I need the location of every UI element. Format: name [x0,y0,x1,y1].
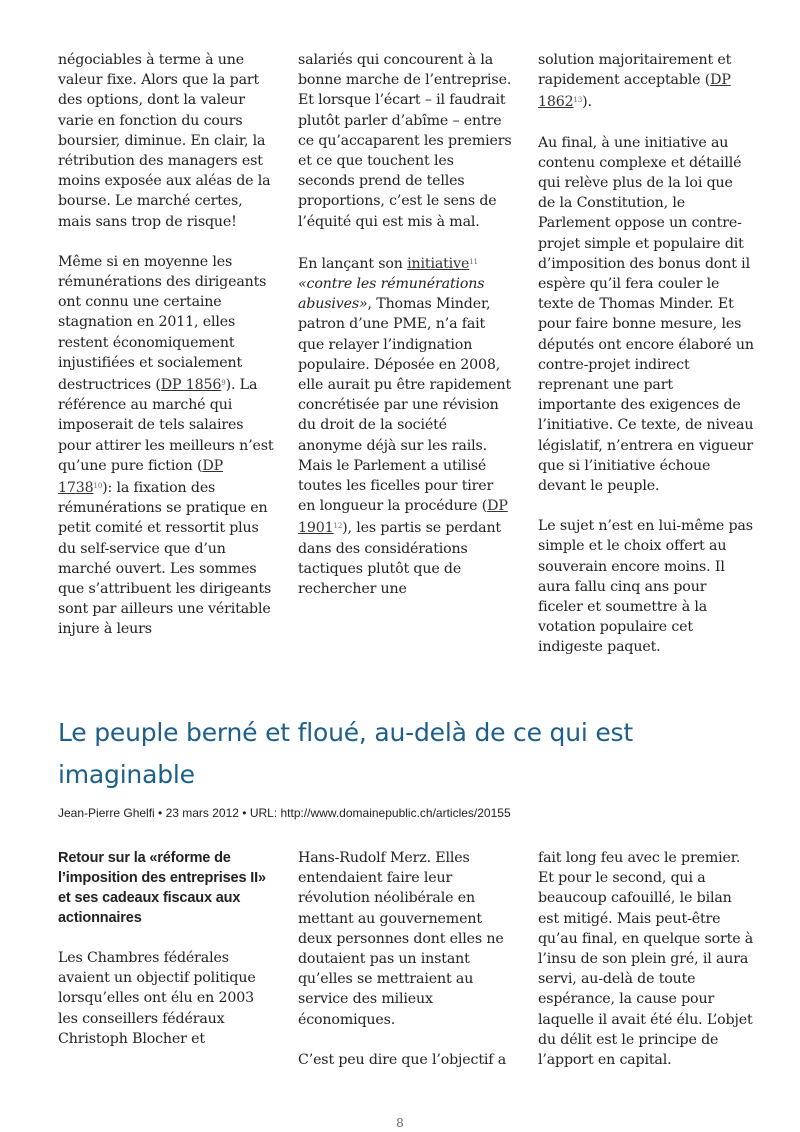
dp-1901-link[interactable]: DP 1901 [298,498,508,537]
article-column-1 [58,848,274,1069]
text-run: ), les partis se perdant dans des considérations tactiques plutôt que de rechercher une [298,520,501,598]
footnote-marker: 13 [573,96,583,105]
paragraph [58,252,274,640]
dp-1862-link[interactable]: DP 1862 [538,72,731,111]
text-run: , Thomas Minder, patron d’une PME, n’a fait que relayer l’indignation populaire. Déposée en 2008, elle aurait pu être rapidement concrétisée par une révision du droit de la société anonyme déjà sur les rails. Mais le Parlement a utilisé toutes les ficelles pour tirer en longueur la procédure ( [298,296,512,515]
paragraph: salariés qui concourent à la bonne marche de l’entreprise. Et lorsque l’écart – il faudrait plutôt parler d’abîme – entre ce qu’accaparent les premiers et ce que touchent les seconds prend de telles proportions, c’est le sens de l’équité qui est mis à mal. [298,52,512,230]
text-run: En lançant son [298,255,408,272]
paragraph: fait long feu avec le premier. Et pour le second, qui a beaucoup cafouillé, le bilan est mitigé. Mais peut-être qu’au final, en quelque sorte à l’insu de son plein gré, il aura servi, au-delà de toute espérance, la cause pour laquelle il avait été élu. L’objet du délit est le principe de l’apport en capital. [538,850,754,1069]
paragraph [298,252,514,599]
footnote-marker: 12 [333,522,343,531]
dp-1738-link[interactable]: DP 1738 [58,457,223,497]
article-column-3 [538,848,754,1090]
paragraph: C’est peu dire que l’objectif a [298,1051,507,1068]
article-byline: Jean-Pierre Ghelfi • 23 mars 2012 • URL: http://www.domainepublic.ch/articles/20155 [58,806,511,820]
initiative-link[interactable]: initiative [407,255,470,272]
article-subheading: Retour sur la «réforme de l’imposition des entreprises II» et ses cadeaux fiscaux aux actionnaires [58,850,266,926]
text-run: ): la fixation des rémunérations se pratique en petit comité et ressortit plus du self-service que d’un marché ouvert. Les sommes que s’attribuent les dirigeants sont par ailleurs une véritable injure à leurs [58,480,272,638]
paragraph: négociables à terme à une valeur fixe. Alors que la part des options, dont la valeur varie en fonction du cours boursier, diminue. En clair, la rétribution des managers est moins exposée aux aléas de la bourse. Le marché certes, mais sans trop de risque! [58,52,271,230]
paragraph: Au final, à une initiative au contenu complexe et détaillé qui relève plus de la loi que de la Constitution, le Parlement oppose un contre-projet simple et populaire dit d’imposition des bonus dont il espère qu’il fera couler le texte de Thomas Minder. Et pour faire bonne mesure, les députés ont encore élaboré un contre-projet indirect reprenant une part importante des exigences de l’initiative. Ce texte, de niveau législatif, n’entrera en vigueur que si l’initiative échoue devant le peuple. [538,134,754,495]
initiative-title: «contre les rémunérations abusives» [298,276,485,313]
paragraph: Les Chambres fédérales avaient un objectif politique lorsqu’elles ont élu en 2003 les conseillers fédéraux Christoph Blocher et [58,950,256,1047]
text-run: solution majoritairement et rapidement acceptable ( [538,52,732,89]
text-run: ). [582,94,592,111]
upper-column-2 [298,50,514,619]
dp-1856-link[interactable]: DP 1856 [160,377,222,394]
footnote-marker: 9 [221,379,226,388]
text-run: Même si en moyenne les rémunérations des dirigeants ont connu une certaine stagnation en 2011, elles restent économiquement injustifiées et socialement destructrices ( [58,253,267,394]
upper-column-1 [58,50,274,660]
upper-column-3 [538,50,754,678]
paragraph [538,50,754,113]
page-number: 8 [396,1116,404,1130]
text-run: ). La référence au marché qui imposerait de tels salaires pour attirer les meilleurs n’est qu’une pure fiction ( [58,377,274,474]
article-column-2 [298,848,514,1090]
paragraph: Hans-Rudolf Merz. Elles entendaient faire leur révolution néolibérale en mettant au gouvernement deux personnes dont elles ne doutaient pas un instant qu’elles se mettraient au service des milieux économiques. [298,850,504,1028]
footnote-marker: 10 [93,482,103,491]
article-title: Le peuple berné et floué, au-delà de ce qui est imaginable [58,718,633,789]
footnote-marker: 11 [469,257,478,266]
paragraph: Le sujet n’est en lui-même pas simple et le choix offert au souverain encore moins. Il aura fallu cinq ans pour ficeler et soumettre à la votation populaire cet indigeste paquet. [538,518,753,656]
